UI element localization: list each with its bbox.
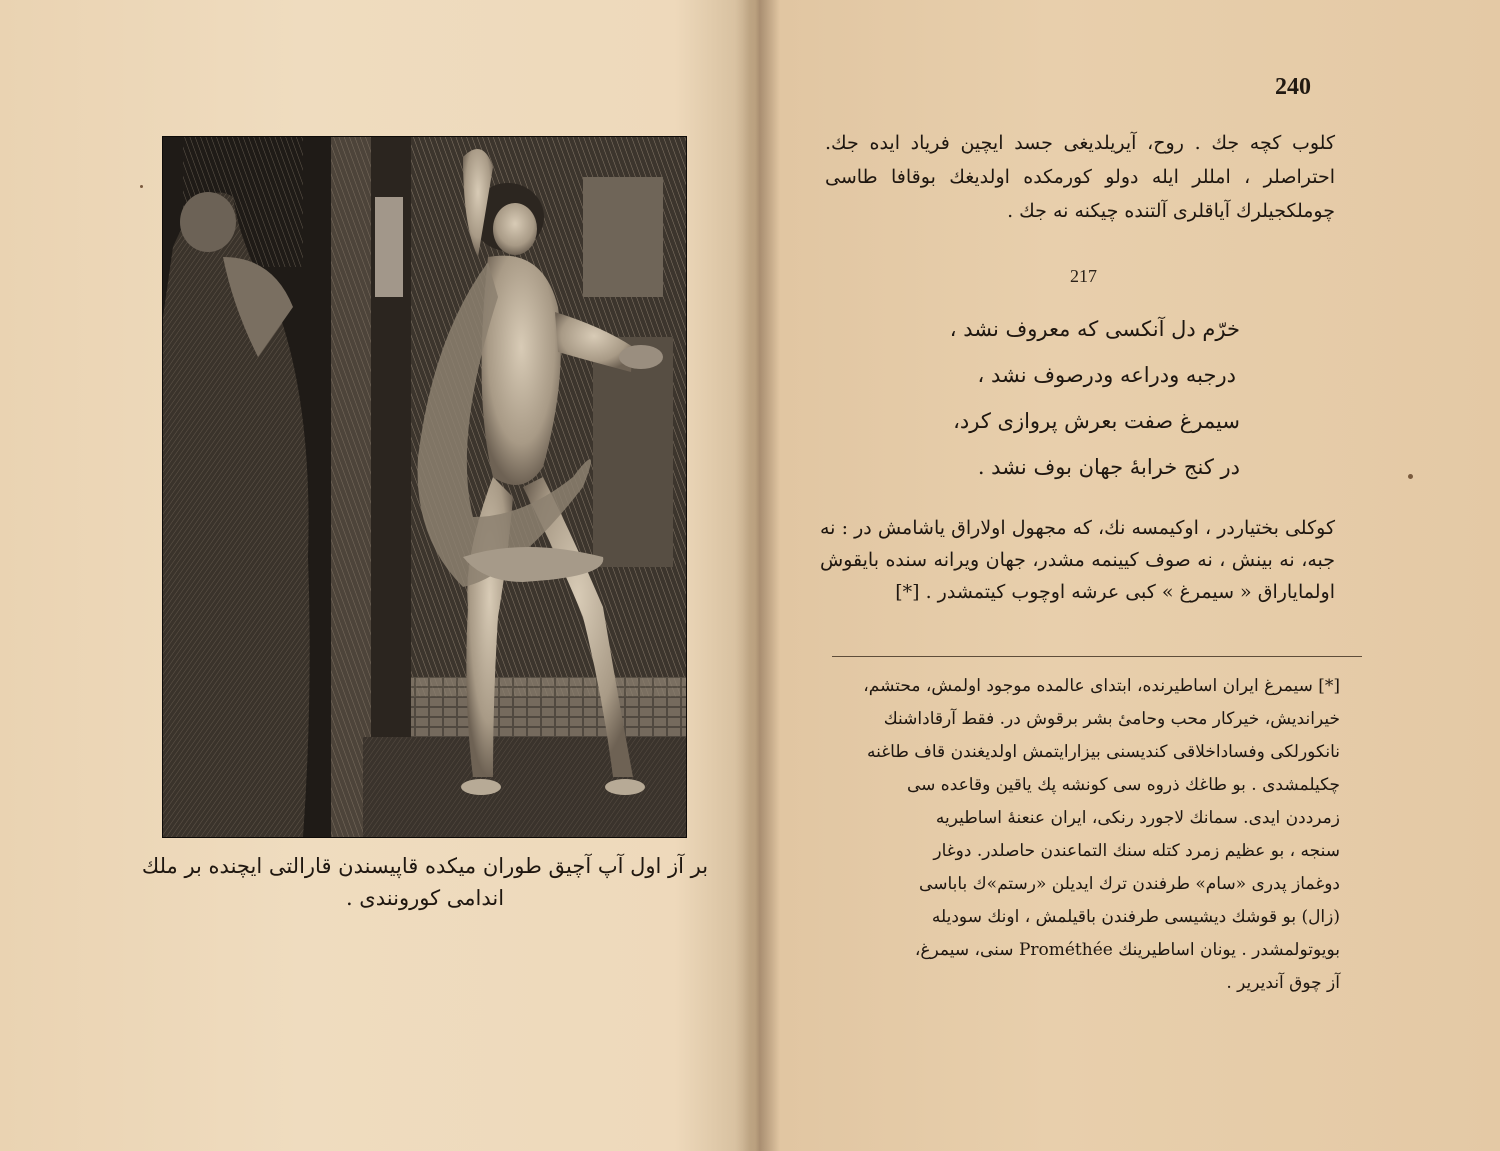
footnote-divider [832,656,1362,657]
section-number: 217 [1070,266,1097,286]
illustration-caption: بر آز اول آپ آچیق طوران میکده قاپیسندن قارالتی ایچنده بر ملك اندامی کورونندی . [141,854,709,910]
footnote-line: زمرددن ایدی. سمانك لاجورد رنکی، ایران عنعنهٔ اساطیریه [935,808,1340,828]
poem-line-2: درجبه ودراعه ودرصوف نشد ، [977,363,1236,387]
engraving-illustration [162,136,687,838]
paper-speck [140,185,143,188]
paper-speck [1408,474,1413,479]
paragraph-2: کوکلی بختیاردر ، اوکیمسه نك، که مجهول اولاراق یاشامش در : نه جبه، نه بینش ، نه صوف کیینمه مشدر، جهان ویرانه سنده بایقوش اولمایاراق « سیمرغ » کبی عرشه اوچوب کیتمشدر . [*] [820,517,1335,603]
poem-line-3: سیمرغ صفت بعرش پروازی کرد، [953,409,1240,433]
engraving-nude-youth-icon [163,137,686,837]
footnote-line: دوغماز پدری «سام» طرفندن ترك ایدیلن «رستم»ك باباسی [919,874,1340,894]
footnote-line: بویوتولمشدر . یونان اساطیرینك Prométhée سنی، سیمرغ، [914,940,1340,960]
footnote-line: چکیلمشدی . بو طاغك ذروه سی کونشه پك یاقین وقاعده سی [906,775,1340,795]
paragraph-1: کلوب کچه جك . روح، آیریلدیغی جسد ایچین فریاد ایده جك. احتراصلر ، امللر ایله دولو کورمکده اولدیغك بوقافا طاسی چوملکجیلرك آیاقلری آلتنده چیکنه نه جك . [825,132,1335,222]
poem-line-1: خرّم دل آنکسی که معروف نشد ، [949,317,1240,341]
page-number: 240 [1275,74,1311,100]
footnote-line: (زال) بو قوشك دیشیسی طرفندن باقیلمش ، اونك سودیله [931,907,1340,927]
footnote-line: نانکورلکی وفساداخلاقی کندیسنی بیزارایتمش اولدیغندن قاف طاغنه [867,742,1340,762]
footnote-line: [*] سیمرغ ایران اساطیرنده، ابتدای عالمده موجود اولمش، محتشم، [863,676,1340,696]
quatrain [920,306,1240,490]
footnote-line: آز چوق آندیریر . [1226,973,1340,993]
poem-line-4: در کنج خرابهٔ جهان بوف نشد . [977,455,1240,479]
footnote-line: سنجه ، بو عظیم زمرد کتله سنك التماعندن حاصلدر. دوغار [933,841,1340,861]
right-page [780,0,1500,1151]
footnote [820,670,1340,1000]
footnote-line: خیراندیش، خیرکار محب وحامیٔ بشر برقوش در. فقط آرقاداشنك [883,709,1340,729]
